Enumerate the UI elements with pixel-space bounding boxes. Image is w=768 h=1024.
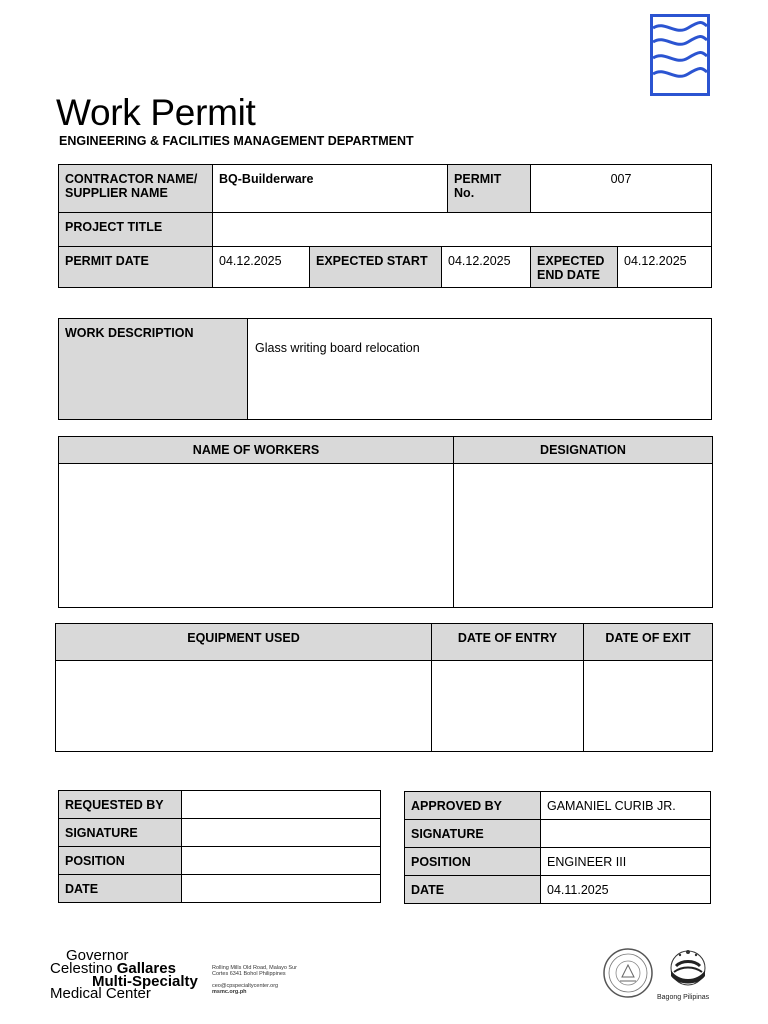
equipment-table (55, 623, 713, 752)
work-description-label: WORK DESCRIPTION (59, 319, 248, 420)
permit-date-label: PERMIT DATE (59, 247, 213, 288)
address-line-1: Rolling Mills Old Road, Malayo Sur (212, 965, 297, 971)
work-description-value: Glass writing board relocation (248, 319, 712, 420)
requested-by-value (182, 791, 381, 819)
website-text: msmc.org.ph (212, 989, 247, 995)
project-title-value (213, 213, 712, 247)
work-description-table (58, 318, 712, 420)
approved-by-label: APPROVED BY (405, 792, 541, 820)
project-title-label: PROJECT TITLE (59, 213, 213, 247)
address-line-2: Cortes 6341 Bohol Philippines (212, 971, 286, 977)
workers-table (58, 436, 713, 608)
medical-center-logo (48, 944, 312, 1006)
requested-by-table (58, 790, 381, 903)
workers-name-header: NAME OF WORKERS (59, 437, 454, 464)
requested-date-label: DATE (59, 875, 182, 903)
permit-info-table (58, 164, 712, 288)
permit-date-value: 04.12.2025 (213, 247, 310, 288)
approved-signature-value (541, 820, 711, 848)
expected-end-value: 04.12.2025 (618, 247, 712, 288)
requested-signature-value (182, 819, 381, 847)
bagong-pilipinas-text: Bagong Pilipinas (657, 994, 710, 1001)
approved-by-value: GAMANIEL CURIB JR. (541, 792, 711, 820)
date-of-entry-header: DATE OF ENTRY (432, 624, 584, 661)
org-line-4: Medical Center (50, 985, 151, 1002)
permit-no-label: PERMIT No. (448, 165, 531, 213)
requested-by-label: REQUESTED BY (59, 791, 182, 819)
approved-date-label: DATE (405, 876, 541, 904)
workers-name-cell (59, 464, 454, 608)
approved-signature-label: SIGNATURE (405, 820, 541, 848)
approved-date-value: 04.11.2025 (541, 876, 711, 904)
approved-by-table (404, 791, 711, 904)
requested-position-value (182, 847, 381, 875)
requested-date-value (182, 875, 381, 903)
expected-start-value: 04.12.2025 (442, 247, 531, 288)
requested-signature-label: SIGNATURE (59, 819, 182, 847)
requested-position-label: POSITION (59, 847, 182, 875)
equipment-used-cell (56, 661, 432, 752)
date-of-entry-cell (432, 661, 584, 752)
contractor-value: BQ-Builderware (213, 165, 448, 213)
email-text: ceo@cpspecialtycenter.org (212, 983, 279, 989)
permit-no-value: 007 (531, 165, 712, 213)
page-title: Work Permit (56, 92, 256, 133)
expected-end-label: EXPECTED END DATE (531, 247, 618, 288)
equipment-used-header: EQUIPMENT USED (56, 624, 432, 661)
org-line-1: Governor (66, 947, 129, 964)
approved-position-value: ENGINEER III (541, 848, 711, 876)
waves-logo-icon (650, 14, 710, 96)
expected-start-label: EXPECTED START (310, 247, 442, 288)
org-line-2: Celestino Gallares (50, 960, 176, 977)
department-seal-icon (602, 947, 654, 999)
org-line-3: Multi-Specialty (92, 973, 198, 990)
date-of-exit-header: DATE OF EXIT (584, 624, 713, 661)
approved-position-label: POSITION (405, 848, 541, 876)
workers-designation-header: DESIGNATION (454, 437, 713, 464)
contractor-label: CONTRACTOR NAME/ SUPPLIER NAME (59, 165, 213, 213)
workers-designation-cell (454, 464, 713, 608)
date-of-exit-cell (584, 661, 713, 752)
department-subtitle: ENGINEERING & FACILITIES MANAGEMENT DEPARTMENT (59, 134, 414, 148)
